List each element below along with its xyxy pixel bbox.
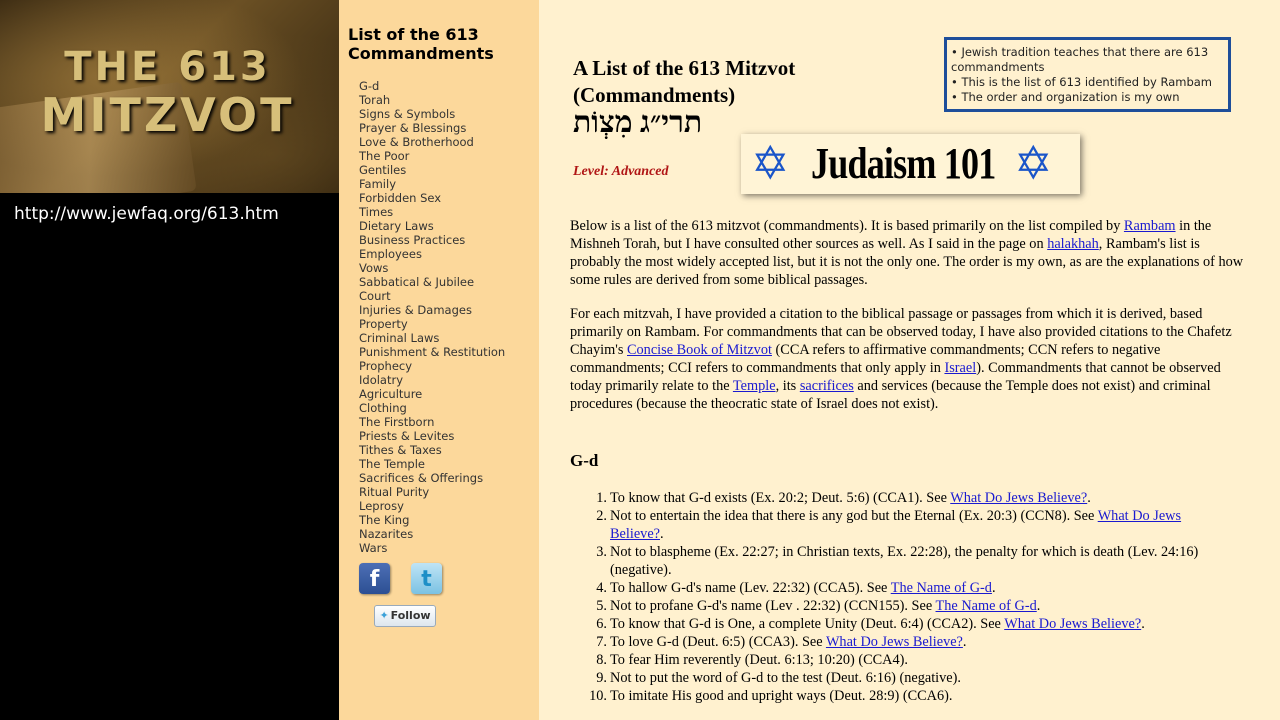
sidebar-link[interactable]: Sacrifices & Offerings <box>359 471 484 485</box>
sidebar-link[interactable]: Prayer & Blessings <box>359 121 467 135</box>
item-text: To fear Him reverently (Deut. 6:13; 10:20) (CCA4). <box>610 652 908 668</box>
text-run: and services (because the Temple does not exist) and criminal procedures (because the theocratic state of Israel does not exist). <box>570 378 1211 412</box>
sidebar-link[interactable]: Injuries & Damages <box>359 303 472 317</box>
item-text: To love G-d (Deut. 6:5) (CCA3). See <box>610 634 826 650</box>
twitter-bird-icon: ✦ <box>379 609 389 622</box>
item-number: 2. <box>596 508 607 524</box>
sidebar-link[interactable]: Criminal Laws <box>359 331 440 345</box>
banner-title-line2: MITZVOT <box>40 88 295 142</box>
info-line: • The order and organization is my own <box>951 90 1180 104</box>
list-item <box>587 543 1227 579</box>
item-text: Not to profane G-d's name (Lev . 22:32) (CCN155). See <box>610 598 936 614</box>
item-link[interactable]: The Name of G-d <box>890 580 992 596</box>
item-number: 1. <box>596 490 607 506</box>
sidebar-link[interactable]: Times <box>359 205 394 219</box>
sidebar-link[interactable]: Court <box>359 289 391 303</box>
item-link[interactable]: What Do Jews Believe? <box>610 508 1182 542</box>
sidebar-link[interactable]: Leprosy <box>359 499 404 513</box>
item-number: 5. <box>596 598 607 614</box>
main-content <box>539 0 1280 720</box>
list-item <box>587 687 1227 705</box>
item-punct: . <box>962 634 967 650</box>
item-punct: . <box>1036 598 1041 614</box>
intro-paragraph <box>570 217 1250 289</box>
item-link[interactable]: The Name of G-d <box>935 598 1037 614</box>
item-text: Not to entertain the idea that there is any god but the Eternal (Ex. 20:3) (CCN8). See <box>610 508 1098 524</box>
text-run: ). Commandments that cannot be observed today primarily relate to the <box>570 360 1221 394</box>
list-item <box>587 633 1227 651</box>
sidebar-link[interactable]: Wars <box>359 541 388 555</box>
sidebar-link[interactable]: Business Practices <box>359 233 466 247</box>
sidebar-link[interactable]: Nazarites <box>359 527 414 541</box>
twitter-icon[interactable]: t <box>411 563 442 594</box>
sidebar-nav <box>359 79 505 555</box>
sidebar-link[interactable]: Property <box>359 317 408 331</box>
page-url: http://www.jewfaq.org/613.htm <box>14 204 279 224</box>
item-text: To imitate His good and upright ways (Deut. 28:9) (CCA6). <box>610 688 953 704</box>
text-run: in the Mishneh Torah, but I have consulted other sources as well. As I said in the page on <box>570 218 1212 252</box>
text-run: Below is a list of the 613 mitzvot (commandments). It is based primarily on the list compiled by <box>570 218 1124 234</box>
sidebar-link[interactable]: G-d <box>359 79 380 93</box>
item-number: 7. <box>596 634 607 650</box>
hebrew-title: תרי״ג מִצְוֹת <box>573 106 703 139</box>
sidebar-link[interactable]: Idolatry <box>359 373 404 387</box>
list-item <box>587 669 1227 687</box>
item-text: To know that G-d is One, a complete Unity (Deut. 6:4) (CCA2). See <box>610 616 1005 632</box>
list-item <box>587 615 1227 633</box>
list-item <box>587 597 1227 615</box>
facebook-icon[interactable]: f <box>359 563 390 594</box>
sidebar-link[interactable]: Tithes & Taxes <box>359 443 442 457</box>
sidebar-link[interactable]: The Poor <box>359 149 410 163</box>
sidebar-link[interactable]: The King <box>359 513 410 527</box>
sidebar <box>339 0 539 720</box>
sidebar-link[interactable]: Dietary Laws <box>359 219 434 233</box>
sidebar-title: List of the 613 Commandments <box>348 25 494 63</box>
item-punct: . <box>1087 490 1091 506</box>
info-box <box>944 37 1231 112</box>
sidebar-link[interactable]: Employees <box>359 247 422 261</box>
item-number: 6. <box>596 616 607 632</box>
logo-text: Judaism 101 <box>811 139 996 188</box>
list-item <box>587 651 1227 669</box>
banner-title-line1: THE 613 <box>64 44 271 90</box>
list-item <box>587 507 1227 543</box>
section-heading: G-d <box>570 451 599 470</box>
item-text: To hallow G-d's name (Lev. 22:32) (CCA5). See <box>610 580 891 596</box>
sidebar-link[interactable]: Clothing <box>359 401 407 415</box>
sidebar-link[interactable]: Ritual Purity <box>359 485 430 499</box>
item-link[interactable]: What Do Jews Believe? <box>1004 616 1142 632</box>
sidebar-link[interactable]: Signs & Symbols <box>359 107 456 121</box>
sidebar-link[interactable]: Gentiles <box>359 163 407 177</box>
link-sacrifices[interactable]: sacrifices <box>799 378 854 394</box>
star-of-david-icon: ✡ <box>1014 138 1053 189</box>
level-label: Level: Advanced <box>573 164 669 179</box>
left-panel <box>0 0 339 720</box>
item-punct: . <box>991 580 996 596</box>
page-title: A List of the 613 Mitzvot (Commandments) <box>573 56 796 107</box>
banner-image <box>0 0 339 193</box>
link-israel[interactable]: Israel <box>944 360 977 376</box>
judaism101-logo[interactable] <box>741 134 1080 194</box>
text-run: , Rambam's list is probably the most widely accepted list, but it is not the only one. The order is my own, as are the explanations of how some rules are derived from some biblical passages. <box>570 236 1244 288</box>
text-run: For each mitzvah, I have provided a citation to the biblical passage or passages from which it is derived, based primarily on Rambam. For commandments that can be observed today, I have also provided citations to the Chafetz Chayim's <box>570 306 1232 358</box>
sidebar-link[interactable]: Sabbatical & Jubilee <box>359 275 475 289</box>
item-text: To know that G-d exists (Ex. 20:2; Deut. 5:6) (CCA1). See <box>610 490 951 506</box>
item-punct: . <box>1141 616 1145 632</box>
item-text: Not to blaspheme (Ex. 22:27; in Christian texts, Ex. 22:28), the penalty for which is death (Lev. 24:16) (negative). <box>610 544 1199 578</box>
item-number: 3. <box>596 544 607 560</box>
item-number: 9. <box>596 670 607 686</box>
item-punct: . <box>660 526 664 542</box>
link-rambam[interactable]: Rambam <box>1123 218 1176 234</box>
item-number: 4. <box>596 580 607 596</box>
sidebar-link[interactable]: Torah <box>359 93 391 107</box>
twitter-follow-button[interactable] <box>374 605 436 627</box>
sidebar-link[interactable]: Love & Brotherhood <box>359 135 474 149</box>
item-link[interactable]: What Do Jews Believe? <box>825 634 963 650</box>
info-line: • This is the list of 613 identified by Rambam <box>951 75 1212 89</box>
link-concise-book[interactable]: Concise Book of Mitzvot <box>627 342 772 358</box>
citation-paragraph <box>570 305 1250 413</box>
item-link[interactable]: What Do Jews Believe? <box>950 490 1088 506</box>
item-number: 8. <box>596 652 607 668</box>
sidebar-link[interactable]: Family <box>359 177 397 191</box>
sidebar-link[interactable]: Punishment & Restitution <box>359 345 506 359</box>
link-halakhah[interactable]: halakhah <box>1047 236 1099 252</box>
link-temple[interactable]: Temple <box>732 378 776 394</box>
sidebar-link[interactable]: The Temple <box>359 457 425 471</box>
sidebar-link[interactable]: Priests & Levites <box>359 429 455 443</box>
list-item <box>587 579 1227 597</box>
mitzvot-list <box>587 489 1227 705</box>
sidebar-link[interactable]: Agriculture <box>359 387 423 401</box>
sidebar-link[interactable]: The Firstborn <box>359 415 435 429</box>
text-run: (CCA refers to affirmative commandments; CCN refers to negative commandments; CCI refers to commandments that only apply in <box>570 342 1161 376</box>
star-of-david-icon: ✡ <box>751 138 790 189</box>
sidebar-link[interactable]: Forbidden Sex <box>359 191 442 205</box>
list-item <box>587 489 1227 507</box>
sidebar-link[interactable]: Prophecy <box>359 359 413 373</box>
sidebar-link[interactable]: Vows <box>359 261 389 275</box>
info-line: • Jewish tradition teaches that there are 613 commandments <box>951 45 1209 74</box>
item-number: 10. <box>589 688 607 704</box>
text-run: , its <box>775 378 800 394</box>
follow-label: Follow <box>390 609 431 622</box>
item-text: Not to put the word of G-d to the test (Deut. 6:16) (negative). <box>610 670 961 686</box>
